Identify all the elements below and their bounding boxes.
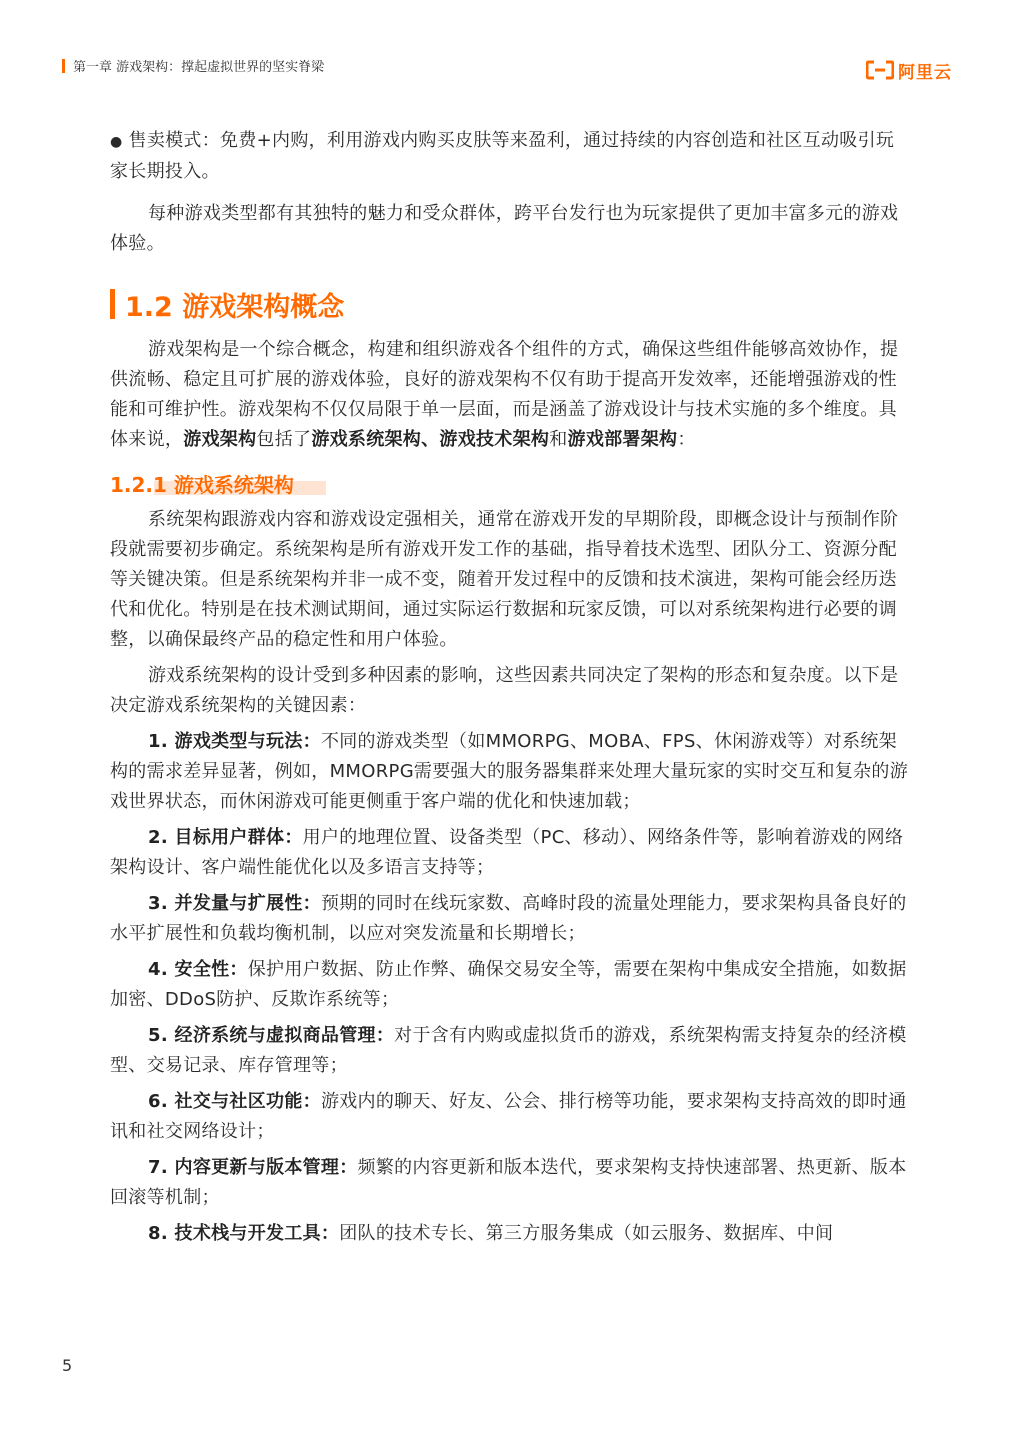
section-para-text: 游戏架构是一个综合概念，构建和组织游戏各个组件的方式，确保这些组件能够高效协作，提供流畅、稳定且可扩展的游戏体验，良好的游戏架构不仅有助于提高开发效率，还能增强游戏的性能和可维护性。游戏架构不仅仅局限于单一层面，而是涵盖了游戏设计与技术实施的多个维度。具体来说， [110, 339, 899, 450]
bullet-label: 售卖模式 [128, 130, 202, 151]
section-para-end: ： [677, 429, 696, 450]
bullet-item [110, 126, 910, 187]
bold-game-architecture: 游戏架构 [183, 429, 257, 450]
logo-text: 阿里云 [898, 62, 952, 83]
section-title: 1.2 游戏架构概念 [125, 291, 345, 323]
factor-label: 1. 游戏类型与玩法： [148, 731, 321, 752]
factor-text: 不同的游戏类型（如MMORPG、MOBA、FPS、休闲游戏等）对系统架构的需求差异显著，例如，MMORPG需要强大的服务器集群来处理大量玩家的实时交互和复杂的游戏世界状态，而休闲游戏可能更侧重于客户端的优化和快速加载； [110, 731, 909, 812]
factor-label: 6. 社交与社区功能： [148, 1091, 321, 1112]
factor-item [110, 823, 910, 883]
page-number: 5 [62, 1356, 73, 1375]
subsection-title: 1.2.1 游戏系统架构 [110, 472, 294, 497]
factor-text: 游戏内的聊天、好友、公会、排行榜等功能，要求架构支持高效的即时通讯和社交网络设计； [110, 1091, 907, 1142]
factor-item [110, 1219, 910, 1249]
section-para-mid1: 包括了 [256, 429, 312, 450]
factor-item [110, 889, 910, 949]
factor-item [110, 1021, 910, 1081]
section-paragraph [110, 335, 910, 455]
factor-item [110, 727, 910, 817]
bullet-dot-icon: ● [110, 134, 123, 150]
bold-deploy-architecture: 游戏部署架构 [567, 429, 678, 450]
factor-label: 7. 内容更新与版本管理： [148, 1157, 358, 1178]
factor-text: 保护用户数据、防止作弊、确保交易安全等，需要在架构中集成安全措施，如数据加密、DDoS防护、反欺诈系统等； [110, 959, 907, 1010]
intro-paragraph: 每种游戏类型都有其独特的魅力和受众群体，跨平台发行也为玩家提供了更加丰富多元的游戏体验。 [110, 203, 899, 254]
section-para-mid2: 和 [549, 429, 568, 450]
factor-text: 团队的技术专长、第三方服务集成（如云服务、数据库、中间 [339, 1223, 834, 1244]
section-heading-bar [110, 289, 115, 319]
factor-label: 2. 目标用户群体： [148, 827, 303, 848]
factor-label: 5. 经济系统与虚拟商品管理： [148, 1025, 395, 1046]
header-accent-bar [62, 59, 65, 73]
bullet-text: ：免费+内购，利用游戏内购买皮肤等来盈利，通过持续的内容创造和社区互动吸引玩家长期投入。 [110, 130, 895, 182]
factor-text: 预期的同时在线玩家数、高峰时段的流量处理能力，要求架构具备良好的水平扩展性和负载均衡机制，以应对突发流量和长期增长； [110, 893, 907, 944]
bold-system-tech-architecture: 游戏系统架构、游戏技术架构 [311, 429, 550, 450]
aliyun-logo [866, 58, 952, 82]
subsection-paragraph-2: 游戏系统架构的设计受到多种因素的影响，这些因素共同决定了架构的形态和复杂度。以下是决定游戏系统架构的关键因素： [110, 665, 899, 716]
subsection-paragraph-1: 系统架构跟游戏内容和游戏设定强相关，通常在游戏开发的早期阶段，即概念设计与预制作阶段就需要初步确定。系统架构是所有游戏开发工作的基础，指导着技术选型、团队分工、资源分配等关键决策。但是系统架构并非一成不变，随着开发过程中的反馈和技术演进，架构可能会经历迭代和优化。特别是在技术测试期间，通过实际运行数据和玩家反馈，可以对系统架构进行必要的调整，以确保最终产品的稳定性和用户体验。 [110, 509, 899, 650]
aliyun-logo-icon [866, 60, 894, 80]
factor-item [110, 1087, 910, 1147]
factor-text: 频繁的内容更新和版本迭代，要求架构支持快速部署、热更新、版本回滚等机制； [110, 1157, 907, 1208]
chapter-title: 第一章 游戏架构：撑起虚拟世界的坚实脊梁 [73, 60, 325, 75]
section-heading [110, 281, 910, 327]
factor-text: 对于含有内购或虚拟货币的游戏，系统架构需支持复杂的经济模型、交易记录、库存管理等； [110, 1025, 907, 1076]
factor-label: 8. 技术栈与开发工具： [148, 1223, 340, 1244]
factor-label: 3. 并发量与扩展性： [148, 893, 321, 914]
factor-item [110, 1153, 910, 1213]
factor-text: 用户的地理位置、设备类型（PC、移动）、网络条件等，影响着游戏的网络架构设计、客户端性能优化以及多语言支持等； [110, 827, 904, 878]
subsection-heading [110, 467, 910, 499]
factor-label: 4. 安全性： [148, 959, 248, 980]
factor-item [110, 955, 910, 1015]
page-content [110, 126, 910, 1255]
